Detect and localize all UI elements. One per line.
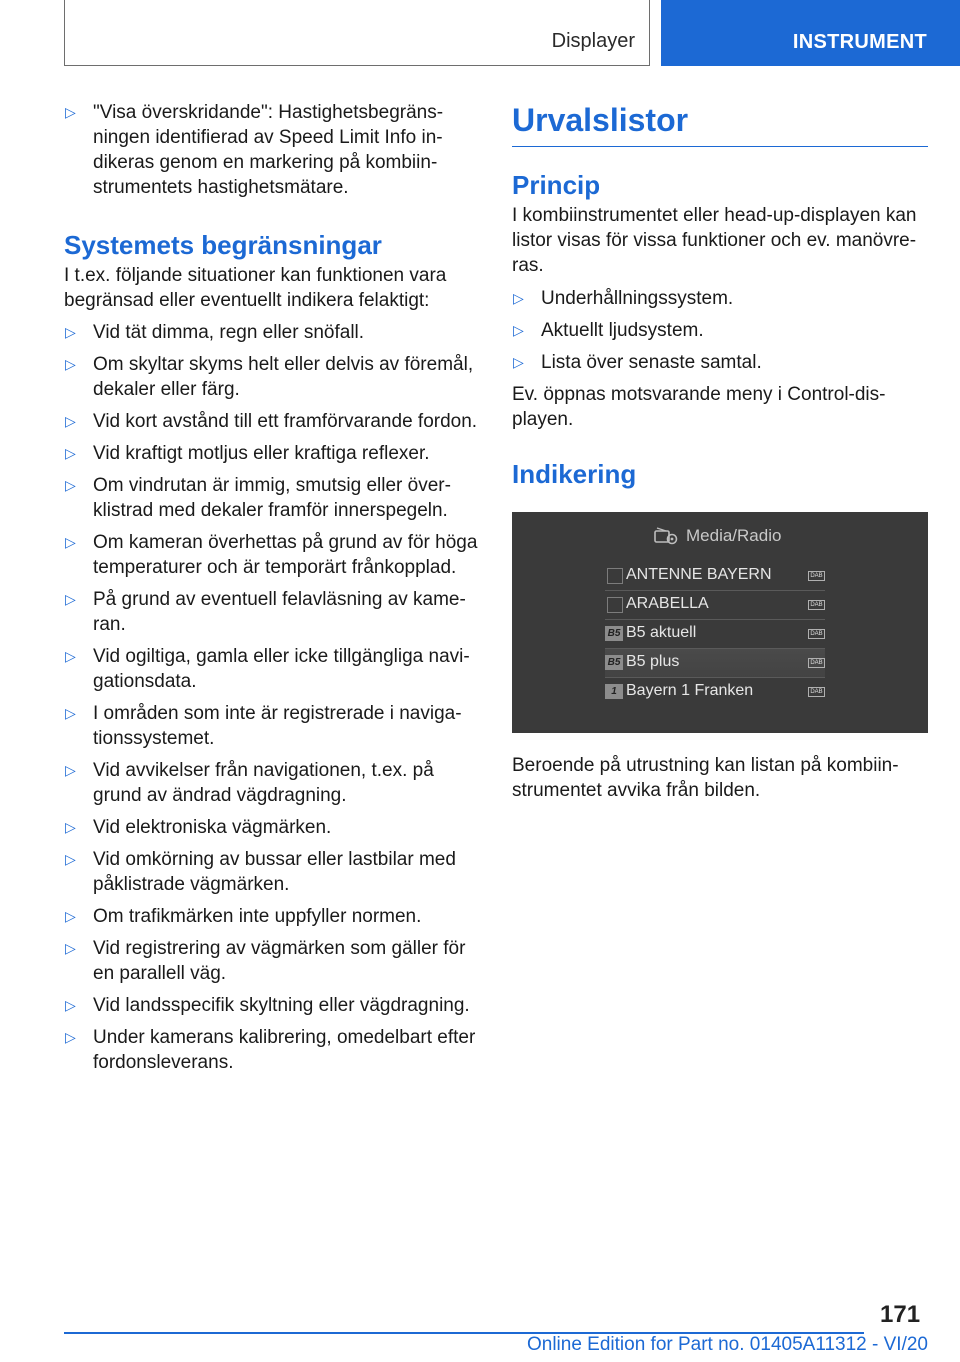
section-title: Displayer — [551, 30, 635, 52]
station-label: Bayern 1 Franken — [626, 682, 754, 699]
triangle-bullet-icon: ▷ — [513, 354, 524, 370]
triangle-bullet-icon: ▷ — [65, 705, 76, 721]
station-logo-placeholder — [607, 568, 623, 584]
dab-badge: DAB — [808, 658, 825, 668]
triangle-bullet-icon: ▷ — [65, 356, 76, 372]
list-item: ▷ Om kameran överhettas på grund av för höga temperaturer och är temporärt frånkopplad. — [65, 532, 478, 578]
station-logo: 1 — [605, 684, 623, 699]
list-item: ▷ Vid ogiltiga, gamla eller icke tillgängliga navigationsdata. — [65, 646, 470, 692]
triangle-bullet-icon: ▷ — [65, 324, 76, 340]
station-label: ARABELLA — [626, 595, 709, 612]
station-row — [605, 620, 825, 649]
station-logo-placeholder — [607, 597, 623, 613]
station-row — [605, 591, 825, 620]
list-item: ▷ Under kamerans kalibrering, omedelbart efter fordonsleverans. — [65, 1027, 476, 1073]
station-row — [605, 678, 825, 707]
page-number: 171 — [880, 1301, 921, 1328]
triangle-bullet-icon: ▷ — [65, 104, 76, 120]
intro-bullet-list — [64, 100, 478, 200]
media-radio-screenshot — [512, 512, 928, 733]
section-heading-limitations: Systemets begränsningar — [64, 230, 382, 260]
footer-edition: Online Edition for Part no. 01405A11312 - VI/20 — [526, 1334, 928, 1355]
triangle-bullet-icon: ▷ — [513, 322, 524, 338]
section-heading-display: Indikering — [512, 459, 637, 489]
triangle-bullet-icon: ▷ — [513, 290, 524, 306]
dab-badge: DAB — [808, 629, 825, 639]
triangle-bullet-icon: ▷ — [65, 591, 76, 607]
triangle-bullet-icon: ▷ — [65, 997, 76, 1013]
dab-badge: DAB — [808, 600, 825, 610]
dab-badge: DAB — [808, 571, 825, 581]
list-item: ▷ Vid elektroniska vägmärken. — [65, 817, 332, 838]
chapter-title: INSTRUMENT — [792, 31, 927, 53]
list-item: ▷ Om skyltar skyms helt eller delvis av föremål, dekaler eller färg. — [65, 354, 474, 400]
station-label: ANTENNE BAYERN — [626, 566, 772, 583]
list-item: ▷ Aktuellt ljudsystem. — [513, 320, 704, 341]
station-list — [605, 562, 825, 707]
station-label: B5 plus — [626, 653, 680, 670]
limitations-intro: I t.ex. följande situationer kan funktionen vara begränsad eller eventuellt indikera felaktigt: — [64, 265, 447, 311]
left-column — [64, 100, 478, 1082]
station-label: B5 aktuell — [626, 624, 697, 641]
station-logo: B5 — [605, 655, 623, 670]
list-item: ▷ Vid landsspecifik skyltning eller vägdragning. — [65, 995, 470, 1016]
page-title: Urvalslistor — [512, 100, 928, 147]
header-section-box — [64, 0, 650, 66]
station-row-selected — [605, 649, 825, 678]
triangle-bullet-icon: ▷ — [65, 762, 76, 778]
triangle-bullet-icon: ▷ — [65, 1029, 76, 1045]
list-item: ▷ Vid kraftigt motljus eller kraftiga reflexer. — [65, 443, 430, 464]
station-logo: B5 — [605, 626, 623, 641]
triangle-bullet-icon: ▷ — [65, 940, 76, 956]
chapter-tab — [661, 0, 960, 66]
list-item: ▷ Om trafikmärken inte uppfyller normen. — [65, 906, 422, 927]
triangle-bullet-icon: ▷ — [65, 851, 76, 867]
screen-title: Media/Radio — [686, 526, 782, 545]
list-item: ▷ Vid tät dimma, regn eller snöfall. — [65, 322, 365, 343]
triangle-bullet-icon: ▷ — [65, 445, 76, 461]
dab-badge: DAB — [808, 687, 825, 697]
triangle-bullet-icon: ▷ — [65, 648, 76, 664]
list-item: ▷ På grund av eventuell felavläsning av kameran. — [65, 589, 466, 635]
triangle-bullet-icon: ▷ — [65, 413, 76, 429]
list-item: ▷ Vid omkörning av bussar eller lastbilar med påklistrade vägmärken. — [65, 849, 456, 895]
list-item: ▷ "Visa överskridande": Hastighetsbegränsningen identifierad av Speed Limit Info indikeras genom en markering på kombiinstrumentets hastighetsmätare. — [65, 102, 444, 198]
list-item: ▷ Lista över senaste samtal. — [513, 352, 762, 373]
list-item: ▷ I områden som inte är registrerade i navigationssystemet. — [65, 703, 462, 749]
triangle-bullet-icon: ▷ — [65, 477, 76, 493]
triangle-bullet-icon: ▷ — [65, 534, 76, 550]
menu-text: Ev. öppnas motsvarande meny i Control-displayen. — [512, 384, 886, 430]
list-item: ▷ Vid registrering av vägmärken som gäller för en parallell väg. — [65, 938, 466, 984]
triangle-bullet-icon: ▷ — [65, 819, 76, 835]
list-item: ▷ Om vindrutan är immig, smutsig eller överklistrad med dekaler framför innerspegeln. — [65, 475, 451, 521]
list-item: ▷ Vid kort avstånd till ett framförvarande fordon. — [65, 411, 478, 432]
section-heading-principle: Princip — [512, 170, 601, 200]
list-item: ▷ Underhållningssystem. — [513, 288, 734, 309]
media-radio-icon — [654, 526, 678, 546]
limitations-list — [64, 320, 478, 1075]
principle-text: I kombiinstrumentet eller head-up-displayen kan listor visas för vissa funktioner och ev. manövreras. — [512, 205, 917, 276]
image-caption: Beroende på utrustning kan listan på kombiinstrumentet avvika från bilden. — [512, 755, 899, 801]
list-item: ▷ Vid avvikelser från navigationen, t.ex. på grund av ändrad vägdragning. — [65, 760, 434, 806]
principle-list — [512, 286, 928, 375]
right-column — [512, 100, 928, 803]
triangle-bullet-icon: ▷ — [65, 908, 76, 924]
station-row — [605, 562, 825, 591]
